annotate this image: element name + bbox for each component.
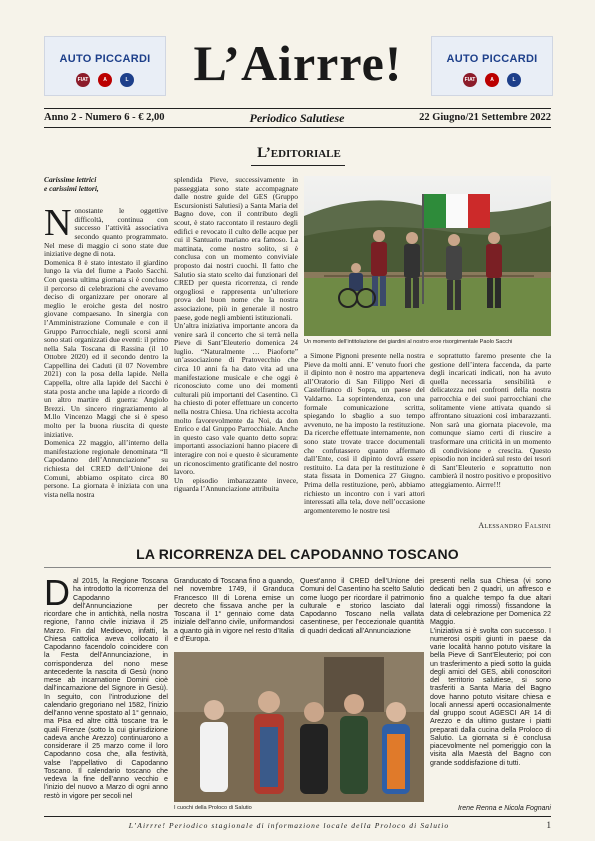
editorial-col4-text: e soprattutto faremo presente che la gestione dell’intera faccenda, da parte degli incaricati indicati, non ha avuto quella necessaria sensibilità e delicatezza nei confronti della nostra parrocchia e dei suoi parrocchiani che solitamente viene attivata quando si affrontano situazioni così imbarazzanti. Non sarà una giornata piacevole, ma comunque siamo certi di riuscire a trasformare una criticità in un momento di condivisione e crescita. Questo episodio non inciderà sul resto dei tesori di Sant’Eleuterio e soprattutto non cambierà il nostro positivo e propositivo atteggiamento. Airrre!!!	[430, 352, 551, 489]
lancia-icon: L	[120, 73, 134, 87]
fiat-icon: FIAT	[76, 73, 90, 87]
article-col1-text: al 2015, la Regione Toscana ha introdotto la ricorrenza del Capodanno dell’Annunciazione per ricordare che in antichità, nella nostra regione, l’anno civile iniziava il 25 Marzo. Fin dal Medioevo, infatti, la Chiesa cattolica aveva collocato il Capodanno facendolo coincidere con la Festa dell’Annunciazione, in corrispondenza del nono mese antecedente la nascita di Gesù (nono mese ab incarnatione Domini cioè dall’incarnazione del Signore in Gesù). In seguito, con l’introduzione del calendario gregoriano nel 1582, l’inizio dell’anno venne spostato al 1° gennaio, ma Pisa ed altre città toscane tra le quali Firenze (sotto la cui giurisdizione cadeva anche Arezzo) continuarono a considerare il 25 marzo come il loro Capodanno cosa che, alla festività, valse l’appellativo di Capodanno Toscano. Il calendario toscano che vedeva la fine dell’anno vecchio e l’inizio del nuovo a Marzo di ogni anno restò in vigore per secoli nel	[44, 577, 168, 800]
ad-right	[431, 36, 553, 96]
masthead-rule-top	[44, 108, 551, 109]
ad-left-brand: AUTO PICCARDI	[59, 53, 151, 65]
article-column-2	[174, 577, 294, 647]
page-number: 1	[546, 820, 551, 830]
article-column-1	[44, 577, 168, 805]
masthead-subtitle: Periodico Salutiese	[249, 111, 345, 125]
article-column-3	[300, 577, 424, 647]
editorial-photo-caption: Un momento dell’intitolazione dei giardini al nostro eroe risorgimentale Paolo Sacchi	[304, 339, 513, 345]
ad-left	[44, 36, 166, 96]
editorial-dropcap: N	[44, 202, 72, 245]
article-heading: LA RICORRENZA DEL CAPODANNO TOSCANO	[136, 546, 459, 562]
editorial-heading: L’editoriale	[257, 145, 341, 161]
article-dropcap: D	[44, 577, 70, 613]
article-col3-text: Quest’anno il CRED dell’Unione dei Comuni del Casentino ha scelto Salutio come luogo per ricordare il patrimonio culturale e storico lasciato dal Capodanno Toscano nella vallata casentinese, per l’eccezionale quantità di quadri dedicati all’Annunciazione	[300, 577, 424, 635]
article-photo	[174, 652, 424, 802]
article-signature: Irene Renna e Nicola Fognani	[457, 805, 551, 812]
article-photo-caption: I cuochi della Proloco di Salutio	[174, 805, 252, 811]
editorial-col2-text: splendida Pieve, successivamente in passeggiata sono state accompagnate dalle nostre guide del GES (Gruppo Escursionisti Salutiesi) a Santa Maria del Bagno dove, con il contributo degli scout, è stato raccontato il restauro degli edifici e revocato il culto delle acque per cui il Santuario mariano era famoso. La mattinata, come nostro solito, si è conclusa con un momento conviviale proposto dai nostri cuochi. Il fatto che Salutio sia stato scelto dai funzionari del CRED per questa ricorrenza, ci rende orgogliosi e rappresenta un’ulteriore prova del buon nome che la nostra associazione, più in generale il nostro paese, gode negli ambienti istituzionali. Un’altra iniziativa importante ancora da venire sarà il concerto che si terrà nella Pieve di Sant’Eleuterio domenica 24 luglio. “Naturalmente … Piaoforte” un’associazione di Pratovecchio che circa 10 anni fa ha dato vita ad una manifestazione musicale e che oggi è riconosciuto come uno dei momenti culturali più importanti del Casentino. Ci ha chiesto di poter effettuare un concerto nella nostra Chiesa. Una richiesta accolta molto favorevolmente da Noi, da don Enrico e dal Gruppo Parrocchiale. Anche in questo caso vale quanto detto sopra: importanti associazioni hanno piacere di interagire con noi e questo è sicuramente un riconoscimento gratificante del nostro lavoro. Un episodio imbarazzante invece, riguarda l’Annunciazione attribuita	[174, 176, 298, 494]
abarth-icon: A	[98, 73, 112, 87]
editorial-photo	[304, 176, 551, 336]
editorial-signature: Alessandro Falsini	[478, 521, 551, 530]
abarth-icon: A	[485, 73, 499, 87]
masthead-title: L’Airrre!	[193, 35, 403, 91]
article-column-4	[430, 577, 551, 805]
article-col4-text: presenti nella sua Chiesa (vi sono dedicati ben 2 quadri, un affresco e fino a qualche tempo fa due altari laterali oggi rimossi) fissandone la data di celebrazione per Domenica 22 Maggio. L’iniziativa si è svolta con successo. I numerosi ospiti giunti in paese da varie località hanno potuto visitare la bella Pieve di Sant’Eleuterio; poi con un trasferimento a piedi sotto la guida degli amici del GES, abili conoscitori del territorio salutiese, si sono trasferiti a Santa Maria del Bagno dove hanno potuto visitare chiesa e locali annessi aperti occasionalmente dal gruppo scout AGESCI AR 14 di Arezzo e da ultimo gustare i piatti preparati dalla cucina della Proloco di Salutio. La giornata si è conclusa piacevolmente nel pomeriggio con la visita alla Maestà del Bagno con grande soddisfazione di tutti.	[430, 577, 551, 767]
editorial-column-2	[174, 176, 298, 532]
masthead-rule-bottom	[44, 127, 551, 128]
issue-info: Anno 2 - Numero 6 - € 2,00	[44, 112, 165, 123]
article-heading-rule	[44, 567, 551, 568]
editorial-col3-text: a Simone Pignoni presente nella nostra Pieve da molti anni. E’ venuto fuori che il dipinto non è nostro ma apparteneva all’Oratorio di San Filippo Neri di Castelfranco di Sopra, un paese del Valdarno. La soprintendenza, con una formale comunicazione scritta, spiegando lo sbaglio a suo tempo avvenuto, ne ha imposto la restituzione. Da ricerche effettuate internamente, non sono state trovate tracce documentali che confutassero quanto affermato dall’Ente, così il dipinto dovrà essere restituito. La data per la restituzione è stata fissata in Domenica 27 Giugno. Prima della restituzione, però, abbiamo richiesto un incontro con i vari attori interessati alla tela, dove nell’occasione argomenteremo le nostre tesi	[304, 352, 425, 515]
editorial-greeting: Carissime lettrici e carissimi lettori,	[44, 176, 99, 193]
editorial-column-3	[304, 352, 425, 532]
ad-right-brand: AUTO PICCARDI	[446, 53, 538, 65]
editorial-column-4	[430, 352, 551, 518]
editorial-column-1	[44, 176, 168, 532]
editorial-col1-text: onostante le oggettive difficoltà, continua con successo l’attività associativa secondo quanto programmato. Nel mese di maggio ci sono state due iniziative degne di nota. Domenica 8 è stato intestato il giardino lungo la via del fiume a Paolo Sacchi. Con questa ultima giornata si è concluso il percorso di celebrazioni che avevamo deciso di organizzare per onorare al meglio le eroiche gesta del nostro giovane compaesano. In sinergia con l’Amministrazione Comunale e con il Gruppo Parrocchiale, negli scorsi anni sono stati organizzati due eventi: il primo nella Sala Toscana di Rassina (il 10 Ottobre 2020) ed il secondo dentro la Cappellina dei Caduti (il 07 Novembre 2021) con la posa della lapide. Nella Cappella, oltre alla lapide del Sacchi è stata posta anche una lapide a ricordo di un altro martire di guerra: Angiolo Brezzi. Un sincero ringraziamento al M.llo Vincenzo Maggi che si è speso molto per la buona riuscita di queste iniziative. Domenica 22 maggio, all’interno della manifestazione regionale denominata “Il Capodanno dell’Annunciazione” su richiesta del CRED dell’Unione dei Comuni, abbiamo ospitato circa 80 persone. La giornata è iniziata con una vista nella nostra	[44, 206, 168, 499]
footer-rule	[44, 816, 551, 817]
issue-date: 22 Giugno/21 Settembre 2022	[419, 112, 551, 123]
fiat-icon: FIAT	[463, 73, 477, 87]
article-col2-text: Granducato di Toscana fino a quando, nel novembre 1749, il Granduca Francesco III di Lorena emise un decreto che fissava anche per la Toscana il 1° gennaio come data iniziale dell’anno civile, uniformandosi a quanto già in vigore nel resto d’Italia e d’Europa.	[174, 577, 294, 643]
footer-text: L’Airrre! Periodico stagionale di informazione locale della Proloco di Salutio	[128, 821, 450, 830]
lancia-icon: L	[507, 73, 521, 87]
editorial-heading-rule	[251, 165, 345, 166]
